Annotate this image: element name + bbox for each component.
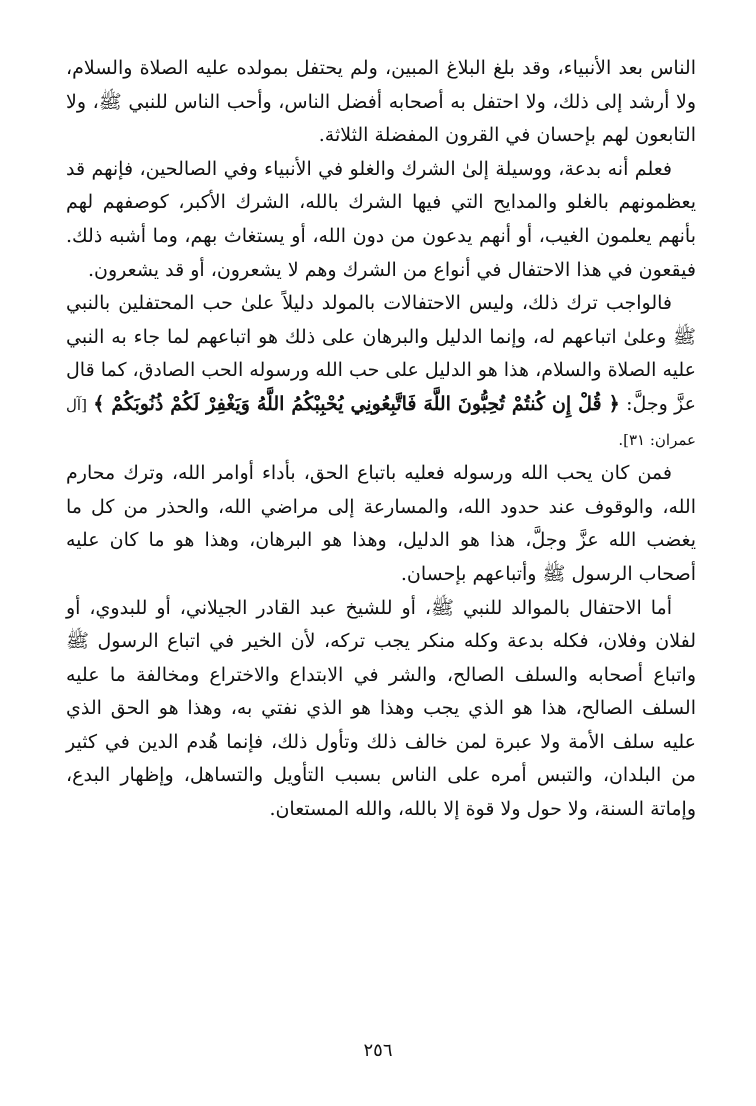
paragraph-1: الناس بعد الأنبياء، وقد بلغ البلاغ المبين، ولم يحتفل بمولده عليه الصلاة والسلام، ولا أرشد إلى ذلك، ولا احتفل به أصحابه أفضل الناس، وأحب الناس للنبي ﷺ، ولا التابعون لهم بإحسان في القرون المفضلة الثلاثة. bbox=[66, 57, 696, 147]
paragraph-2: فعلم أنه بدعة، ووسيلة إلىٰ الشرك والغلو في الأنبياء وفي الصالحين، فإنهم قد يعظمونهم بالغلو والمدايح التي فيها الشرك بالله، الشرك الأكبر، كوصفهم لهم بأنهم يعلمون الغيب، أو أنهم يدعون من دون الله، أو يستغاث بهم، وما أشبه ذلك. فيقعون في هذا الاحتفال في أنواع من الشرك وهم لا يشعرون، أو قد يشعرون. bbox=[66, 157, 696, 281]
quran-verse: ﴿ قُلْ إِن كُنتُمْ تُحِبُّونَ اللَّهَ فَاتَّبِعُونِي يُحْبِبْكُمُ اللَّهُ وَيَغْفِرْ لَكُمْ ذُنُوبَكُمْ ﴾ bbox=[93, 392, 620, 415]
paragraph-3-text: فالواجب ترك ذلك، وليس الاحتفالات بالمولد دليلاً علىٰ حب المحتفلين بالنبي ﷺ وعلىٰ اتباعهم له، وإنما الدليل والبرهان على ذلك هو اتباعهم لما جاء به النبي عليه الصلاة والسلام، هذا هو الدليل على حب الله ورسوله الحب الصادق، كما قال عزَّ وجلَّ: bbox=[65, 292, 696, 415]
page-body bbox=[66, 52, 696, 827]
paragraph-5: أما الاحتفال بالموالد للنبي ﷺ، أو للشيخ عبد القادر الجيلاني، أو للبدوي، أو لفلان وفلان، فكله بدعة وكله منكر يجب تركه، لأن الخير في اتباع الرسول ﷺ واتباع أصحابه والسلف الصالح، والشر في الابتداع والاختراع ومخالفة ما عليه السلف الصالح، هذا هو الذي يجب وهذا هو الذي نفتي به، وهذا هو الحق الذي عليه سلف الأمة ولا عبرة لمن خالف ذلك وتأول ذلك، فإنما هُدم الدين في كثير من البلدان، والتبس أمره على الناس بسبب التأويل والتساهل، وإظهار البدع، وإماتة السنة، ولا حول ولا قوة إلا بالله، والله المستعان. bbox=[66, 596, 696, 821]
paragraph-3 bbox=[66, 287, 696, 457]
verse-reference: [آل عمران: ٣١]. bbox=[66, 395, 696, 449]
paragraph-4: فمن كان يحب الله ورسوله فعليه باتباع الحق، بأداء أوامر الله، وترك محارم الله، والوقوف عند حدود الله، والمسارعة إلى مراضي الله، والحذر من كل ما يغضب الله عزَّ وجلَّ، هذا هو الدليل، وهذا هو البرهان، وهذا هو ما كان عليه أصحاب الرسول ﷺ وأتباعهم بإحسان. bbox=[66, 462, 696, 585]
page-number: ٢٥٦ bbox=[363, 1040, 393, 1061]
